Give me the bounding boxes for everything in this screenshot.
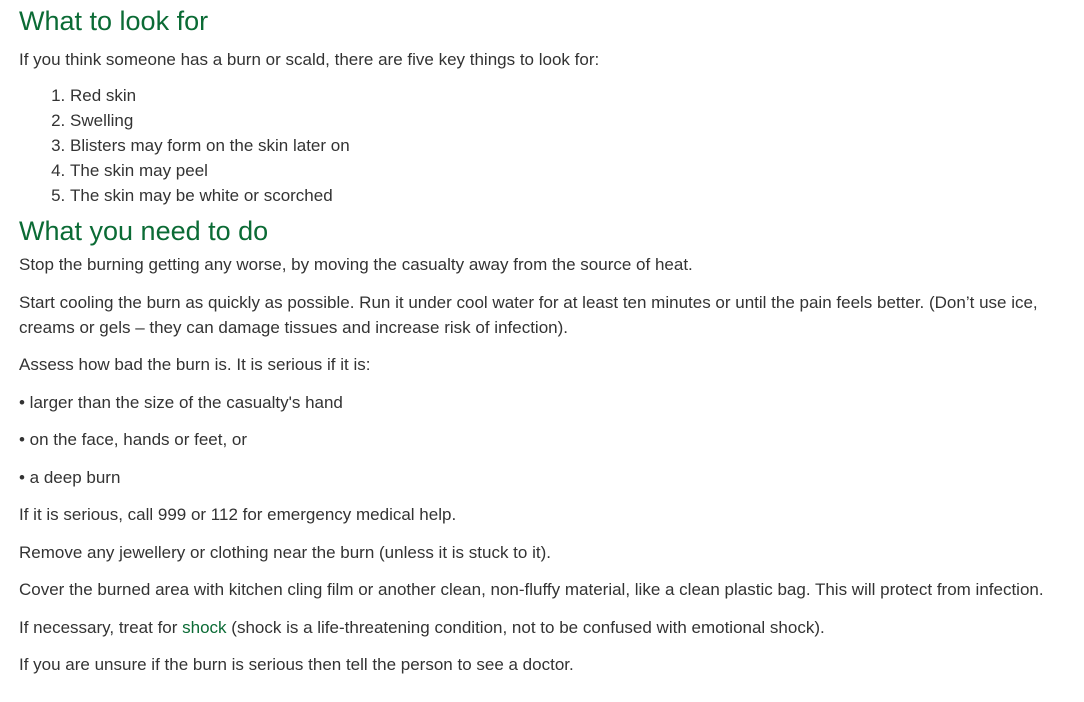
step-paragraph: Assess how bad the burn is. It is serious if it is: bbox=[19, 355, 371, 374]
steps-section bbox=[19, 252, 1084, 677]
text-fragment: If necessary, treat for bbox=[19, 617, 183, 637]
step-paragraph: If it is serious, call 999 or 112 for emergency medical help. bbox=[19, 505, 457, 524]
list-item: 1. Red skin bbox=[70, 83, 1084, 108]
list-item: 5. The skin may be white or scorched bbox=[70, 183, 1084, 208]
heading-what-you-need-to-do: What you need to do bbox=[19, 216, 269, 246]
article-content bbox=[0, 4, 1084, 677]
step-paragraph: Start cooling the burn as quickly as possible. Run it under cool water for at least ten minutes or until the pain feels better. (Don’t use ice, creams or gels – they can damage tissues and increase risk of infection). bbox=[19, 292, 1038, 337]
text-fragment: (shock is a life-threatening condition, not to be confused with emotional shock). bbox=[226, 617, 825, 637]
list-item: 2. Swelling bbox=[70, 108, 1084, 133]
heading-what-to-look-for: What to look for bbox=[19, 6, 209, 36]
symptoms-list bbox=[19, 83, 1084, 208]
list-item: 3. Blisters may form on the skin later on bbox=[70, 133, 1084, 158]
bullet-item: • on the face, hands or feet, or bbox=[19, 430, 248, 449]
intro-paragraph: If you think someone has a burn or scald, there are five key things to look for: bbox=[19, 50, 600, 69]
step-paragraph: Cover the burned area with kitchen cling film or another clean, non-fluffy material, like a clean plastic bag. This will protect from infection. bbox=[19, 580, 1044, 599]
step-paragraph: If you are unsure if the burn is serious then tell the person to see a doctor. bbox=[19, 655, 574, 674]
bullet-item: • larger than the size of the casualty's hand bbox=[19, 392, 343, 412]
step-paragraph-shock bbox=[19, 615, 1084, 640]
list-item: 4. The skin may peel bbox=[70, 158, 1084, 183]
bullet-item: • a deep burn bbox=[19, 467, 121, 487]
step-paragraph: Remove any jewellery or clothing near the burn (unless it is stuck to it). bbox=[19, 542, 551, 562]
step-paragraph: Stop the burning getting any worse, by moving the casualty away from the source of heat. bbox=[19, 255, 693, 274]
shock-link[interactable]: shock bbox=[182, 617, 227, 637]
